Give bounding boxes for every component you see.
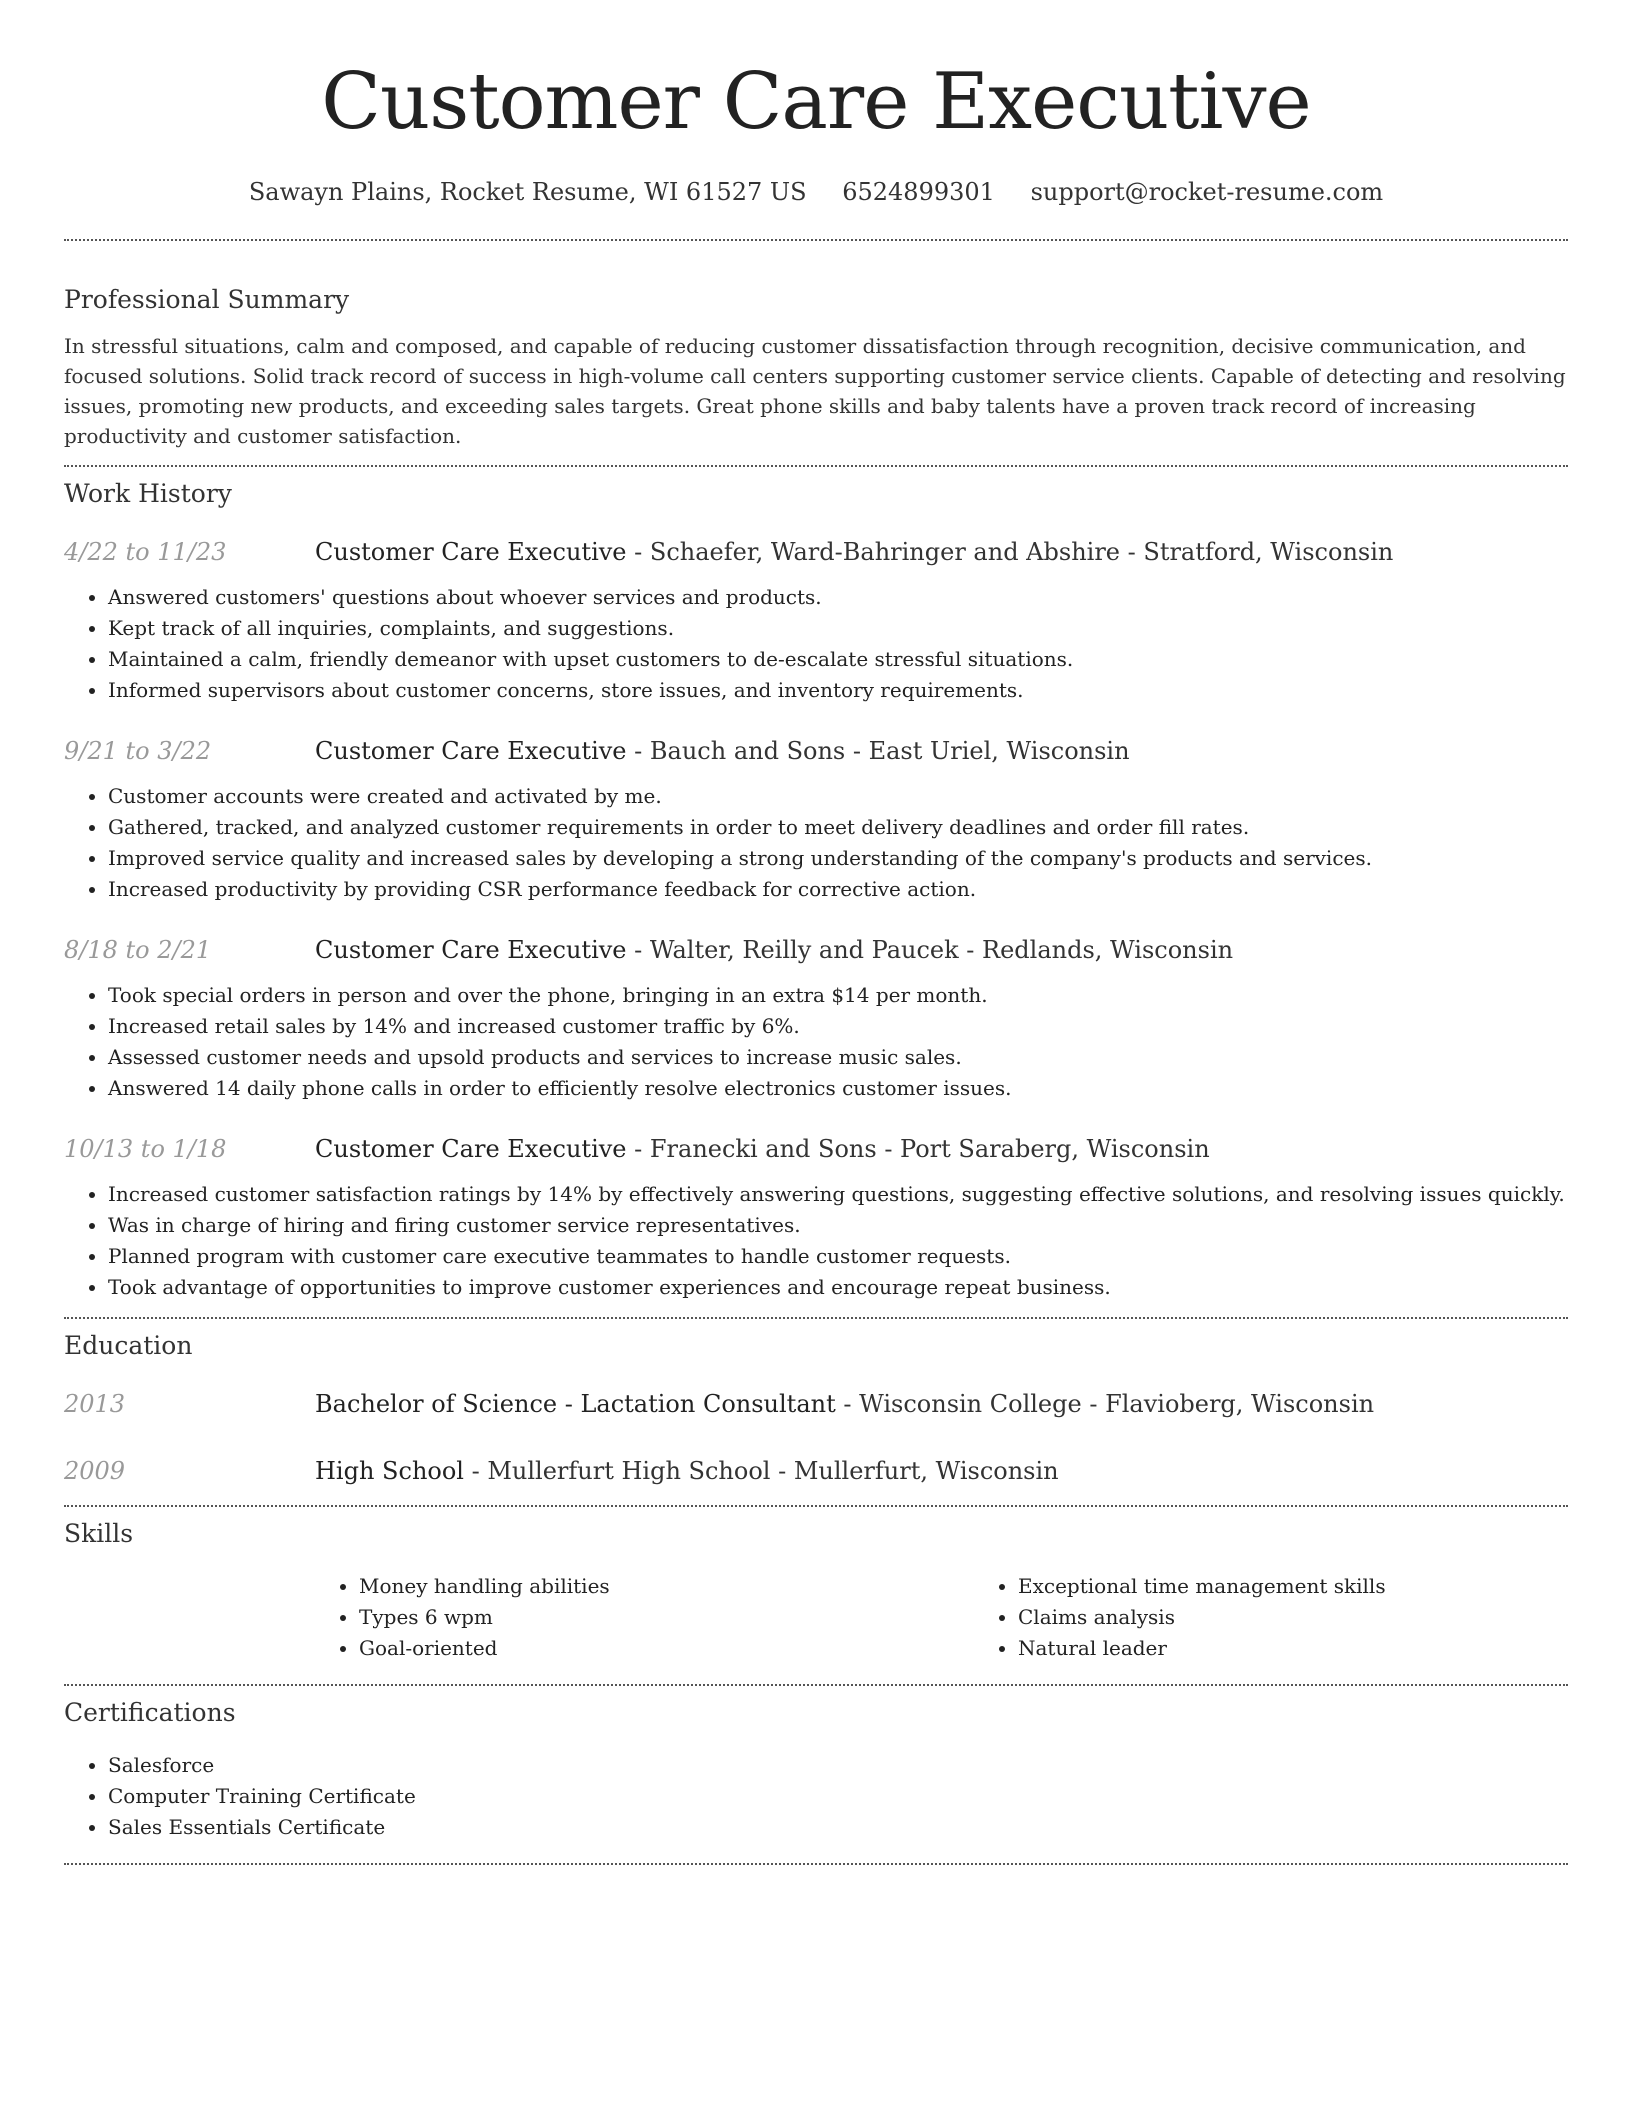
job-employer: - Franecki and Sons - Port Saraberg, Wisconsin: [626, 1135, 1210, 1163]
job-entry: [64, 934, 1568, 1104]
job-role: Customer Care Executive: [315, 936, 627, 964]
job-bullets: [64, 582, 1568, 706]
list-item: • Gathered, tracked, and analyzed customer requirements in order to meet delivery deadlines and order fill rates.: [108, 812, 1568, 843]
certifications-list: [64, 1750, 1568, 1843]
education-entry: [64, 1388, 1568, 1420]
job-employer: - Bauch and Sons - East Uriel, Wisconsin: [626, 737, 1130, 765]
job-role: Customer Care Executive: [315, 538, 627, 566]
divider: [64, 465, 1568, 467]
certifications-section: [64, 1697, 1568, 1843]
contact-email: support@rocket-resume.com: [1030, 178, 1384, 206]
job-heading: [315, 934, 1568, 966]
job-dates: 4/22 to 11/23: [64, 538, 227, 566]
contact-line: [64, 176, 1568, 208]
education-year: 2013: [64, 1390, 126, 1418]
job-bullets: [64, 980, 1568, 1104]
job-bullets: [64, 781, 1568, 905]
job-dates: 10/13 to 1/18: [64, 1135, 227, 1163]
skills-list-right: [974, 1571, 1632, 1664]
education-heading: [315, 1455, 1568, 1487]
work-title: Work History: [64, 479, 232, 508]
list-item: • Took special orders in person and over the phone, bringing in an extra $14 per month.: [108, 980, 1568, 1011]
list-item: • Increased customer satisfaction ratings by 14% by effectively answering questions, suggesting effective solutions, and resolving issues quickly.: [108, 1179, 1568, 1210]
list-item: • Increased retail sales by 14% and increased customer traffic by 6%.: [108, 1011, 1568, 1042]
list-item: • Was in charge of hiring and firing customer service representatives.: [108, 1210, 1568, 1241]
certifications-title: Certifications: [64, 1698, 236, 1727]
list-item: • Goal-oriented: [359, 1633, 974, 1664]
list-item: • Sales Essentials Certificate: [108, 1812, 1568, 1843]
job-dates: 9/21 to 3/22: [64, 737, 212, 765]
resume-page: [64, 0, 1568, 1865]
work-section: [64, 478, 1568, 1303]
list-item: • Increased productivity by providing CSR performance feedback for corrective action.: [108, 874, 1568, 905]
list-item: • Answered customers' questions about whoever services and products.: [108, 582, 1568, 613]
summary-title: Professional Summary: [64, 285, 350, 314]
job-role: Customer Care Executive: [315, 737, 627, 765]
list-item: • Salesforce: [108, 1750, 1568, 1781]
list-item: • Improved service quality and increased sales by developing a strong understanding of the company's products and services.: [108, 843, 1568, 874]
list-item: • Types 6 wpm: [359, 1602, 974, 1633]
list-item: • Computer Training Certificate: [108, 1781, 1568, 1812]
job-entry: [64, 1133, 1568, 1303]
divider: [64, 1684, 1568, 1686]
job-employer: - Walter, Reilly and Paucek - Redlands, Wisconsin: [626, 936, 1234, 964]
education-degree: Bachelor of Science - Lactation Consultant: [315, 1390, 836, 1418]
job-role: Customer Care Executive: [315, 1135, 627, 1163]
list-item: • Customer accounts were created and activated by me.: [108, 781, 1568, 812]
skills-list-left: [315, 1571, 974, 1664]
list-item: • Natural leader: [1018, 1633, 1632, 1664]
job-heading: [315, 536, 1568, 568]
summary-text: In stressful situations, calm and composed, and capable of reducing customer dissatisfaction through recognition, decisive communication, and focused solutions. Solid track record of success in high-volume call centers supporting customer service clients. Capable of detecting and resolving issues, promoting new products, and exceeding sales targets. Great phone skills and baby talents have a proven track record of increasing productivity and customer satisfaction.: [64, 334, 1566, 448]
job-dates: 8/18 to 2/21: [64, 936, 212, 964]
education-heading: [315, 1388, 1568, 1420]
job-entry: [64, 536, 1568, 706]
skills-section: [64, 1518, 1568, 1664]
list-item: • Money handling abilities: [359, 1571, 974, 1602]
job-employer: - Schaefer, Ward-Bahringer and Abshire - Stratford, Wisconsin: [626, 538, 1394, 566]
job-heading: [315, 735, 1568, 767]
education-year: 2009: [64, 1457, 126, 1485]
list-item: • Planned program with customer care executive teammates to handle customer requests.: [108, 1241, 1568, 1272]
education-degree: High School: [315, 1457, 464, 1485]
divider: [64, 239, 1568, 241]
summary-section: [64, 284, 1568, 451]
list-item: • Informed supervisors about customer concerns, store issues, and inventory requirements.: [108, 675, 1568, 706]
education-title: Education: [64, 1331, 193, 1360]
divider: [64, 1863, 1568, 1865]
skills-title: Skills: [64, 1519, 134, 1548]
list-item: • Claims analysis: [1018, 1602, 1632, 1633]
list-item: • Kept track of all inquiries, complaints, and suggestions.: [108, 613, 1568, 644]
divider: [64, 1505, 1568, 1507]
list-item: • Assessed customer needs and upsold products and services to increase music sales.: [108, 1042, 1568, 1073]
job-heading: [315, 1133, 1568, 1165]
list-item: • Maintained a calm, friendly demeanor with upset customers to de-escalate stressful situations.: [108, 644, 1568, 675]
education-entry: [64, 1455, 1568, 1487]
job-bullets: [64, 1179, 1568, 1303]
contact-phone: 6524899301: [842, 178, 995, 206]
divider: [64, 1317, 1568, 1319]
education-school: - Wisconsin College - Flavioberg, Wisconsin: [835, 1390, 1375, 1418]
skills-grid: [315, 1571, 1568, 1664]
resume-name: Customer Care Executive: [321, 57, 1311, 147]
education-section: [64, 1330, 1568, 1487]
education-school: - Mullerfurt High School - Mullerfurt, Wisconsin: [463, 1457, 1059, 1485]
list-item: • Exceptional time management skills: [1018, 1571, 1632, 1602]
list-item: • Took advantage of opportunities to improve customer experiences and encourage repeat business.: [108, 1272, 1568, 1303]
job-entry: [64, 735, 1568, 905]
list-item: • Answered 14 daily phone calls in order to efficiently resolve electronics customer issues.: [108, 1073, 1568, 1104]
contact-address: Sawayn Plains, Rocket Resume, WI 61527 US: [248, 178, 807, 206]
